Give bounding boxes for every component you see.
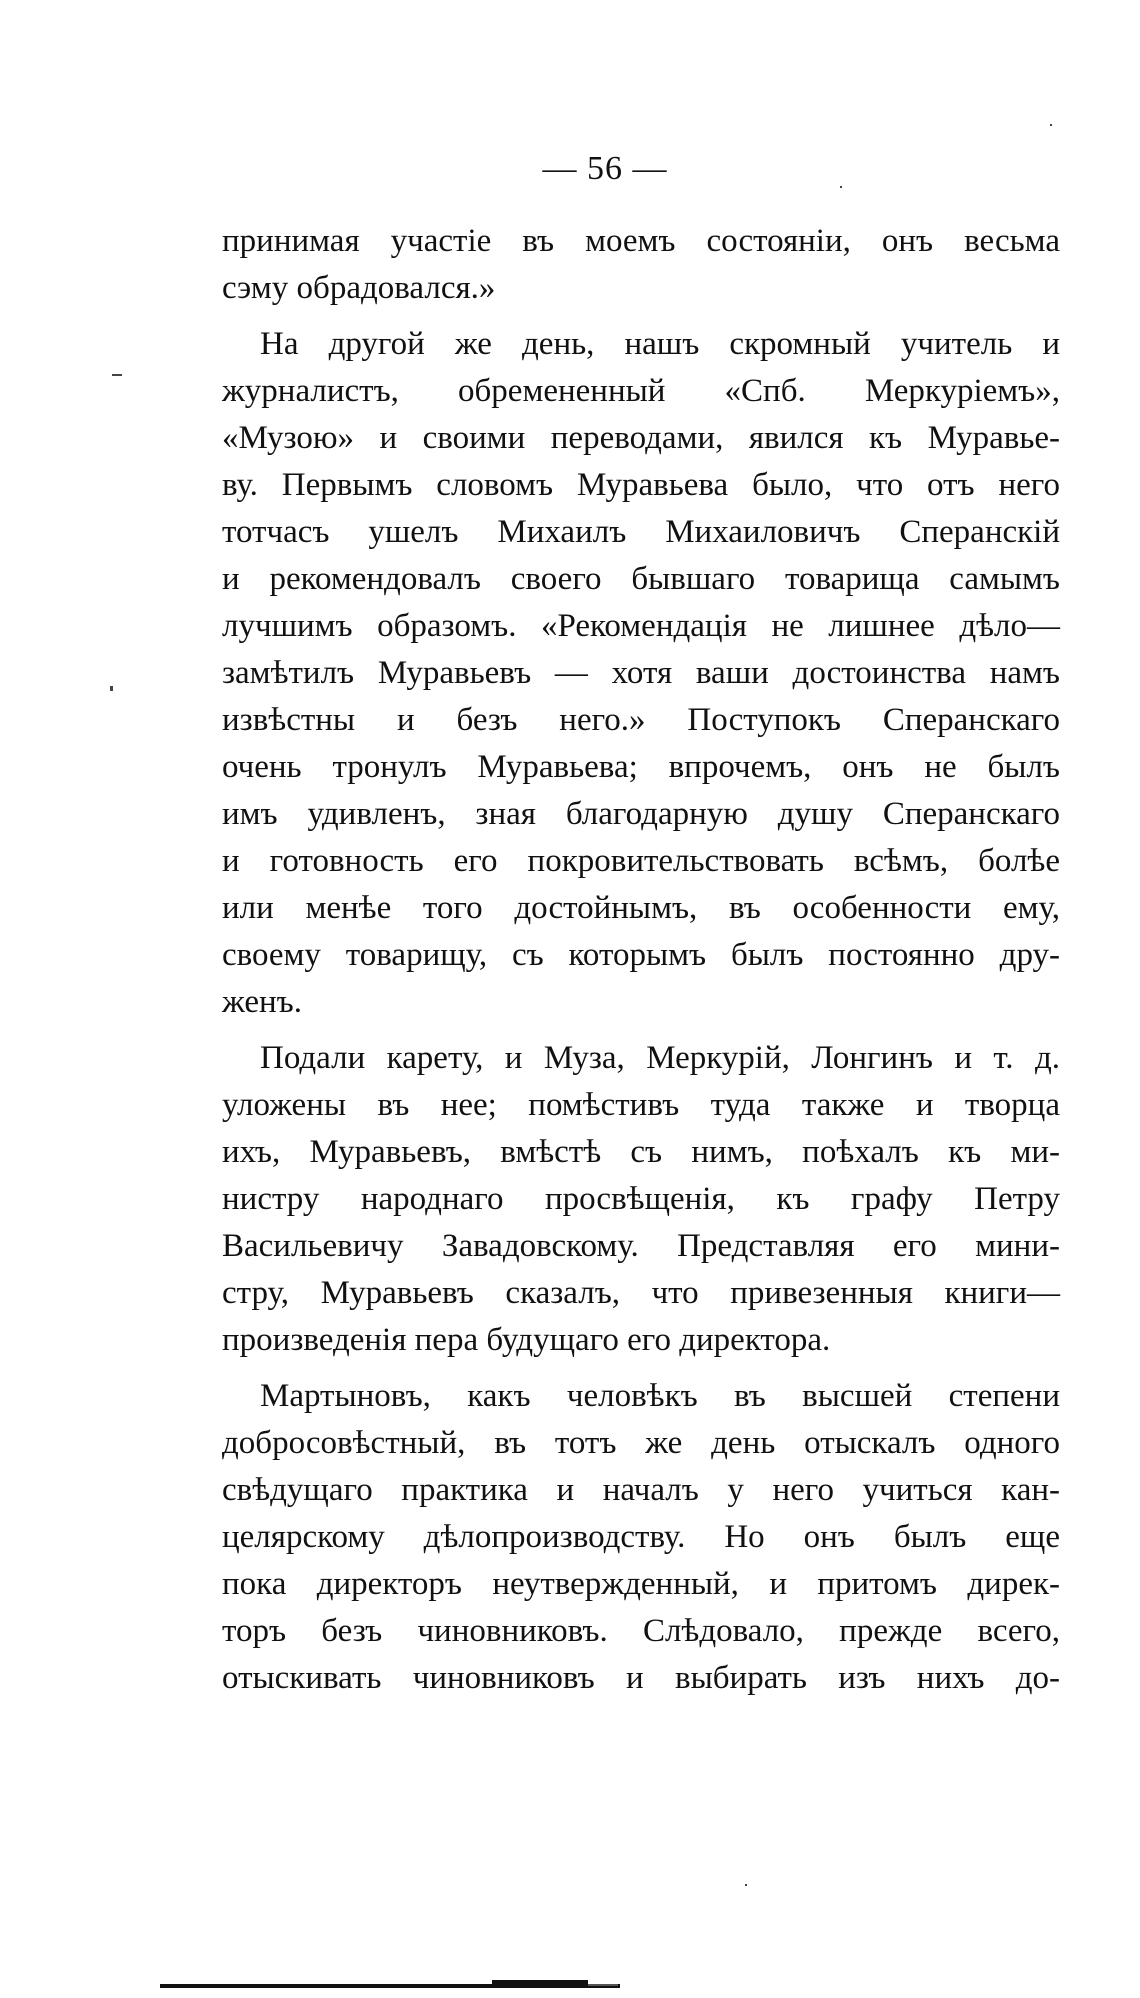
text-line: отыскивать чиновниковъ и выбирать изъ нихъ до-: [222, 1660, 1060, 1696]
text-line: целярскому дѣлопроизводству. Но онъ былъ еще: [222, 1519, 1060, 1555]
text-line: добросовѣстный, въ тотъ же день отыскалъ одного: [222, 1425, 1060, 1461]
text-line: Мартыновъ, какъ человѣкъ въ высшей степени: [260, 1378, 1060, 1414]
text-line: сэму обрадовался.»: [222, 270, 496, 306]
text-line: женъ.: [222, 984, 302, 1020]
text-line: тотчасъ ушелъ Михаилъ Михаиловичъ Сперанскій: [222, 514, 1060, 550]
text-line: своему товарищу, съ которымъ былъ постоянно дру-: [222, 937, 1060, 973]
bottom-rule-tail: [588, 1984, 618, 1986]
text-line: На другой же день, нашъ скромный учитель и: [260, 326, 1060, 362]
text-line: замѣтилъ Муравьевъ — хотя ваши достоинства намъ: [222, 655, 1060, 691]
text-line: стру, Муравьевъ сказалъ, что привезенныя книги—: [222, 1275, 1060, 1311]
text-line: ву. Первымъ словомъ Муравьева было, что отъ него: [222, 467, 1060, 503]
text-line: ихъ, Муравьевъ, вмѣстѣ съ нимъ, поѣхалъ къ ми-: [222, 1134, 1060, 1170]
text-line: произведенія пера будущаго его директора.: [222, 1322, 831, 1358]
scan-speck: [840, 186, 842, 188]
scan-speck: [745, 1884, 747, 1886]
text-line: Васильевичу Завадовскому. Представляя его мини-: [222, 1228, 1060, 1264]
text-line: извѣстны и безъ него.» Поступокъ Сперанскаго: [222, 702, 1060, 738]
text-line: и рекомендовалъ своего бывшаго товарища самымъ: [222, 561, 1060, 597]
paragraph-1: [222, 218, 1060, 312]
paragraph-3: [222, 1035, 1060, 1364]
text-line: нистру народнаго просвѣщенія, къ графу Петру: [222, 1181, 1060, 1217]
text-line: принимая участіе въ моемъ состояніи, онъ весьма: [222, 223, 1060, 259]
text-line: или менѣе того достойнымъ, въ особенности ему,: [222, 890, 1060, 926]
scan-speck: [112, 374, 122, 376]
text-line: пока директоръ неутвержденный, и притомъ дирек-: [222, 1566, 1060, 1602]
body-text: [222, 218, 1060, 1711]
text-line: Подали карету, и Муза, Меркурій, Лонгинъ и т. д.: [260, 1040, 1060, 1076]
text-line: журналистъ, обремененный «Спб. Меркуріемъ»,: [222, 373, 1060, 409]
page-number: — 56 —: [542, 150, 668, 187]
text-line: имъ удивленъ, зная благодарную душу Сперанскаго: [222, 796, 1060, 832]
text-line: торъ безъ чиновниковъ. Слѣдовало, прежде всего,: [222, 1613, 1060, 1649]
paragraph-2: [222, 321, 1060, 1026]
scan-speck: [110, 686, 113, 691]
bottom-rule-thick: [492, 1980, 588, 1988]
text-line: очень тронулъ Муравьева; впрочемъ, онъ не былъ: [222, 749, 1060, 785]
paragraph-4: [222, 1373, 1060, 1702]
text-line: и готовность его покровительствовать всѣмъ, болѣе: [222, 843, 1060, 879]
text-line: свѣдущаго практика и началъ у него учиться кан-: [222, 1472, 1060, 1508]
scan-speck: [1050, 124, 1052, 126]
text-line: уложены въ нее; помѣстивъ туда также и творца: [222, 1087, 1060, 1123]
text-line: «Музою» и своими переводами, явился къ Муравье-: [222, 420, 1060, 456]
text-line: лучшимъ образомъ. «Рекомендація не лишнее дѣло—: [222, 608, 1060, 644]
